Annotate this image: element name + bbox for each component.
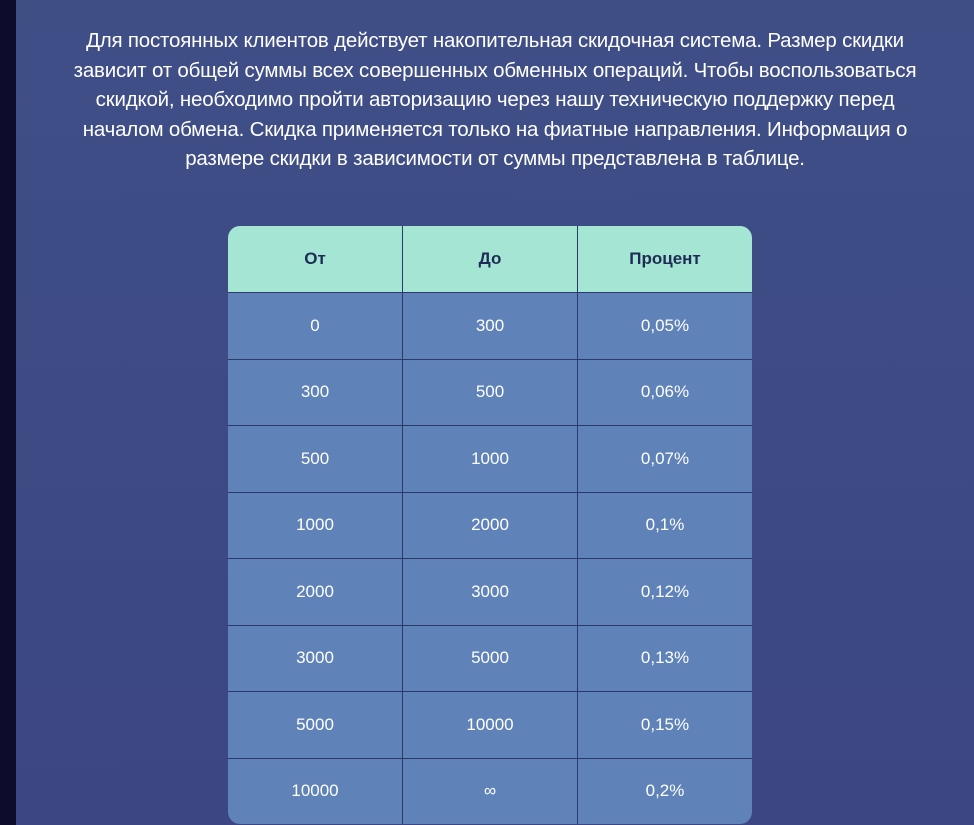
cell-percent: 0,06%: [640, 382, 690, 402]
cell-from: 2000: [228, 559, 403, 625]
cell-from: 0: [228, 293, 403, 359]
header-to: До: [403, 226, 578, 292]
content-panel: [16, 0, 974, 825]
table-row: [228, 758, 752, 825]
cell-from: 300: [228, 360, 403, 426]
discount-description: Для постоянных клиентов действует накопительная скидочная система. Размер скидки зависит от общей суммы всех совершенных обменных операций. Чтобы воспользоваться скидкой, необходимо пройти авторизацию через нашу техническую поддержку перед началом обмена. Скидка применяется только на фиатные направления. Информация о размере скидки в зависимости от суммы представлена в таблице.: [73, 29, 917, 170]
cell-percent: 0,15%: [640, 714, 690, 734]
table-row: [228, 691, 752, 758]
table-row: [228, 292, 752, 359]
cell-to: 10000: [403, 692, 578, 758]
cell-from: 5000: [228, 692, 403, 758]
cell-percent: 0,05%: [640, 315, 690, 335]
cell-from: 1000: [228, 493, 403, 559]
table-row: [228, 558, 752, 625]
cell-to: ∞: [403, 759, 578, 825]
table-row: [228, 425, 752, 492]
header-from: От: [228, 226, 403, 292]
cell-from: 3000: [228, 626, 403, 692]
cell-to: 3000: [403, 559, 578, 625]
cell-percent: 0,07%: [640, 448, 690, 468]
cell-from: 10000: [228, 759, 403, 825]
cell-percent: 0,2%: [645, 781, 685, 801]
cell-to: 1000: [403, 426, 578, 492]
table-header: [228, 226, 752, 292]
table-row: [228, 359, 752, 426]
table-row: [228, 625, 752, 692]
cell-percent: 0,13%: [640, 648, 690, 668]
cell-from: 500: [228, 426, 403, 492]
header-percent: Процент: [629, 249, 701, 268]
table-row: [228, 492, 752, 559]
cell-to: 5000: [403, 626, 578, 692]
discount-table: [228, 226, 752, 824]
cell-percent: 0,12%: [640, 581, 690, 601]
cell-to: 300: [403, 293, 578, 359]
cell-to: 500: [403, 360, 578, 426]
cell-to: 2000: [403, 493, 578, 559]
cell-percent: 0,1%: [645, 515, 685, 535]
